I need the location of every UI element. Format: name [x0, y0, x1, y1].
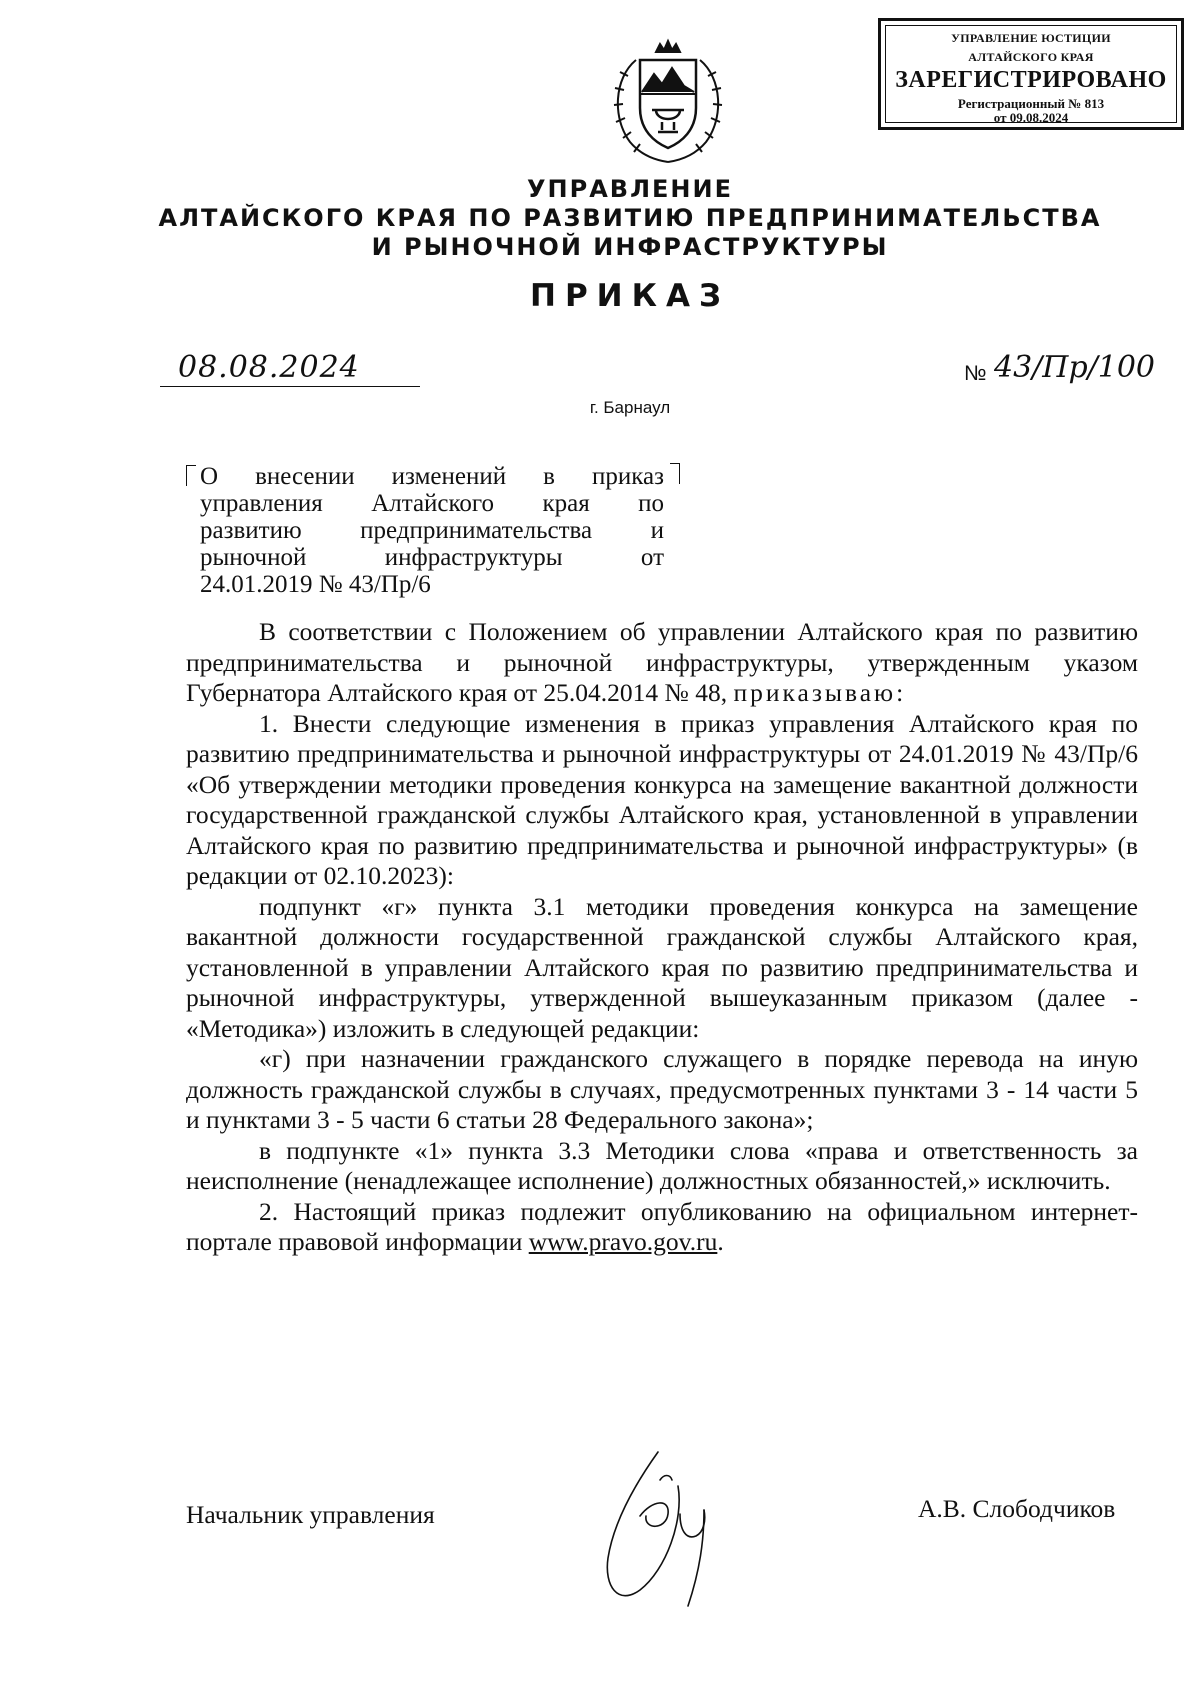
- subject-line3: развитию предпринимательства и: [200, 517, 664, 544]
- signatory-position: Начальник управления: [186, 1500, 435, 1529]
- stamp-inner-frame: [885, 25, 1177, 123]
- item-2-paragraph: [186, 1197, 1138, 1258]
- subject-line2: управления Алтайского края по: [200, 490, 664, 517]
- subject-line1: О внесении изменений в приказ: [200, 463, 664, 490]
- subject-bracket-left: [186, 465, 196, 486]
- subject-bracket-right: [670, 463, 680, 484]
- exclusion-paragraph: в подпункте «1» пункта 3.3 Методики слова «права и ответственность за неисполнение (ненадлежащее исполнение) должностных обязанностей,» исключить.: [186, 1135, 1138, 1195]
- order-subject: [200, 463, 664, 598]
- org-title-line2: АЛТАЙСКОГО КРАЯ ПО РАЗВИТИЮ ПРЕДПРИНИМАТЕЛЬСТВА: [158, 204, 1102, 232]
- new-wording-paragraph: «г) при назначении гражданского служащего в порядке перевода на иную должность гражданской службы в случаях, предусмотренных пунктами 3 - 14 части 5 и пунктами 3 - 5 части 6 статьи 28 Федерального закона»;: [186, 1044, 1138, 1134]
- document-type-title: ПРИКАЗ: [530, 278, 730, 314]
- stamp-reg-date: от 09.08.2024: [993, 110, 1069, 125]
- stamp-org-line2: АЛТАЙСКОГО КРАЯ: [968, 50, 1094, 64]
- city: г. Барнаул: [589, 398, 671, 417]
- preamble-text: В соответствии с Положением об управлении Алтайского края по развитию предпринимательства и рыночной инфраструктуры, утвержденным указом Губернатора Алтайского края от 25.04.2014 № 48,: [186, 617, 1138, 707]
- publication-end: .: [717, 1227, 724, 1256]
- org-title-line1: УПРАВЛЕНИЕ: [527, 175, 733, 203]
- order-number-label: №: [964, 362, 987, 385]
- registration-stamp: [878, 18, 1184, 130]
- stamp-org-line1: УПРАВЛЕНИЕ ЮСТИЦИИ: [951, 31, 1111, 45]
- stamp-status: ЗАРЕГИСТРИРОВАНО: [895, 67, 1167, 93]
- order-verb: приказываю:: [733, 678, 907, 707]
- order-number: 43/Пр/100: [994, 350, 1156, 385]
- org-title-line3: И РЫНОЧНОЙ ИНФРАСТРУКТУРЫ: [371, 233, 889, 261]
- order-date: 08.08.2024: [178, 350, 360, 385]
- preamble-paragraph: [186, 617, 1138, 709]
- item-1-paragraph: 1. Внести следующие изменения в приказ управления Алтайского края по развитию предпринимательства и рыночной инфраструктуры от 24.01.2019 № 43/Пр/6 «Об утверждении методики проведения конкурса на замещение вакантной должности государственной гражданской службы Алтайского края, установленной в управлении Алтайского края по развитию предпринимательства и рыночной инфраструктуры» (в редакции от 02.10.2023):: [186, 708, 1138, 890]
- organization-title: [150, 175, 1110, 262]
- stamp-reg-number: Регистрационный № 813: [957, 96, 1105, 111]
- subitem-g-paragraph: подпункт «г» пункта 3.1 методики проведения конкурса на замещение вакантной должности государственной гражданской службы Алтайского края, установленной в управлении Алтайского края по развитию предпринимательства и рыночной инфраструктуры, утвержденной вышеуказанным приказом (далее - «Методика») изложить в следующей редакции:: [186, 891, 1138, 1043]
- pravo-link[interactable]: www.pravo.gov.ru: [528, 1227, 718, 1256]
- subject-line4: рыночной инфраструктуры от: [200, 544, 664, 571]
- handwritten-signature-icon: [600, 1440, 740, 1610]
- publication-text: 2. Настоящий приказ подлежит опубликованию на официальном интернет-портале правовой информации: [186, 1196, 1138, 1256]
- subject-line5: 24.01.2019 № 43/Пр/6: [200, 571, 431, 598]
- signatory-name: А.В. Слободчиков: [918, 1494, 1116, 1523]
- coat-of-arms-icon: [606, 38, 730, 170]
- order-body: [186, 617, 1138, 1258]
- date-underline: [160, 386, 420, 387]
